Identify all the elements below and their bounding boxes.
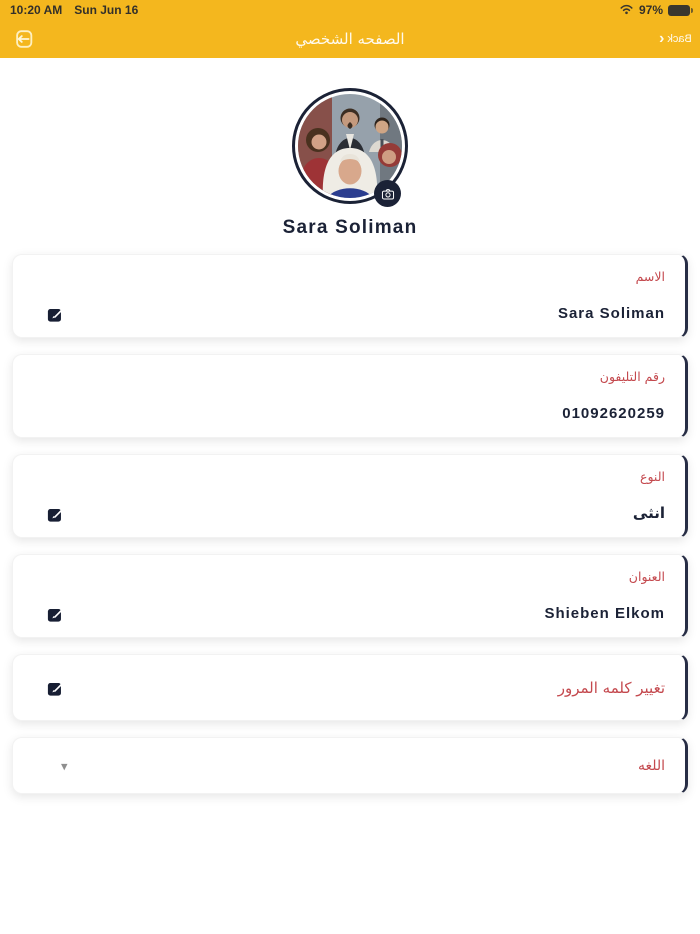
status-time: 10:20 AM bbox=[10, 3, 63, 17]
wifi-icon bbox=[619, 3, 634, 18]
camera-icon[interactable] bbox=[374, 180, 401, 207]
edit-icon[interactable] bbox=[47, 505, 65, 523]
chevron-down-icon[interactable]: ▾ bbox=[61, 758, 68, 773]
field-card-gender[interactable] bbox=[12, 454, 688, 538]
status-date: Sun Jun 16 bbox=[74, 3, 139, 17]
avatar bbox=[292, 88, 408, 204]
profile-fields bbox=[12, 254, 688, 794]
back-icon[interactable] bbox=[13, 28, 35, 50]
field-value: Sara Soliman bbox=[557, 305, 665, 322]
profile-name: Sara Soliman bbox=[282, 217, 418, 238]
field-label: رقم التليفون bbox=[599, 369, 665, 384]
language-card[interactable] bbox=[12, 737, 688, 794]
field-label: الاسم bbox=[635, 269, 665, 284]
field-value: انثى bbox=[632, 504, 665, 522]
edit-icon[interactable] bbox=[47, 305, 65, 323]
field-value: 01092620259 bbox=[562, 405, 665, 422]
battery-percent: 97% bbox=[638, 3, 663, 17]
field-card-name[interactable] bbox=[12, 254, 688, 338]
change-password-card[interactable] bbox=[12, 654, 688, 721]
edit-icon[interactable] bbox=[47, 605, 65, 623]
page-title: الصفحه الشخصي bbox=[295, 30, 405, 48]
field-card-phone bbox=[12, 354, 688, 438]
edit-icon[interactable] bbox=[47, 679, 65, 697]
back-label-text: Back bbox=[667, 33, 692, 45]
change-password-label: تغيير كلمه المرور bbox=[557, 678, 665, 697]
back-label-mirrored[interactable] bbox=[659, 31, 692, 47]
status-left bbox=[10, 3, 138, 17]
field-card-address[interactable] bbox=[12, 554, 688, 638]
header bbox=[0, 20, 700, 58]
field-label: النوع bbox=[640, 469, 665, 484]
language-label: اللغه bbox=[637, 757, 665, 774]
field-value: Shieben Elkom bbox=[544, 605, 665, 622]
back-chevron-icon: ‹ bbox=[659, 30, 665, 47]
status-right bbox=[619, 3, 690, 18]
field-label: العنوان bbox=[628, 569, 665, 584]
status-bar bbox=[0, 0, 700, 20]
battery-icon bbox=[668, 5, 690, 16]
